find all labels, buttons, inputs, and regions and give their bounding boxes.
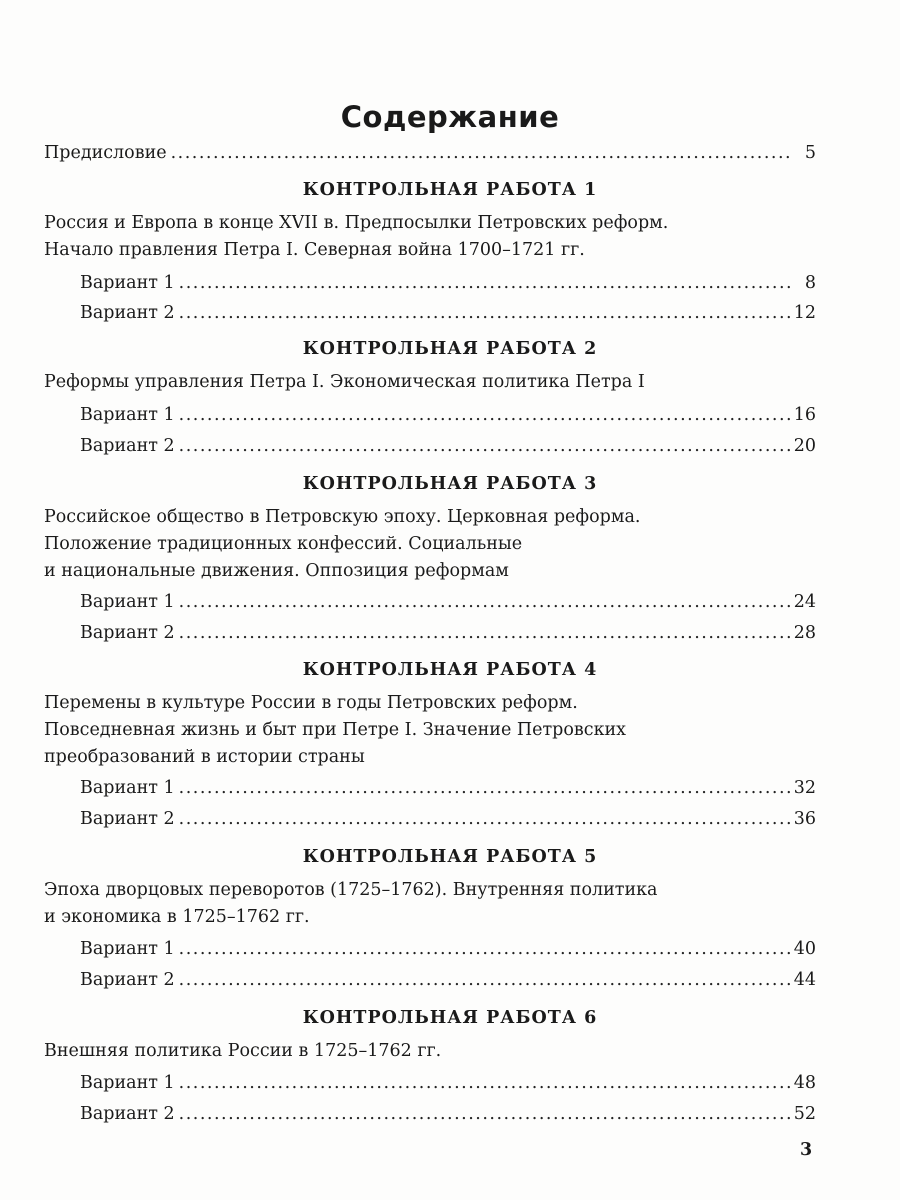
leader-dots [179,592,790,612]
toc-entry-label: Вариант 1 [80,778,175,798]
toc-entry-page: 20 [793,436,816,456]
section-topic-1 [44,210,824,264]
leader-dots [179,970,790,990]
topic-line: Внешняя политика России в 1725–1762 гг. [44,1041,442,1061]
section-heading-1: КОНТРОЛЬНАЯ РАБОТА 1 [302,180,598,200]
toc-entry-variant [80,1104,816,1124]
toc-entry-label: Вариант 2 [80,970,175,990]
toc-entry-variant [80,273,816,293]
section-heading-3: КОНТРОЛЬНАЯ РАБОТА 3 [302,474,598,494]
toc-entry-page: 5 [804,143,816,163]
toc-entry-label: Предисловие [44,143,167,163]
leader-dots [179,405,790,425]
section-topic-5 [44,877,824,931]
section-topic-4 [44,690,824,771]
toc-entry-preface [44,143,816,163]
toc-entry-variant [80,1073,816,1093]
leader-dots [171,143,790,163]
toc-entry-label: Вариант 1 [80,939,175,959]
toc-entry-page: 12 [793,303,816,323]
leader-dots [179,778,790,798]
toc-entry-variant [80,809,816,829]
toc-entry-label: Вариант 2 [80,303,175,323]
leader-dots [179,436,790,456]
toc-entry-variant [80,939,816,959]
section-topic-6 [44,1038,824,1065]
leader-dots [179,273,790,293]
toc-entry-page: 40 [793,939,816,959]
section-heading-6: КОНТРОЛЬНАЯ РАБОТА 6 [302,1008,598,1028]
topic-line: Реформы управления Петра I. Экономическая политика Петра I [44,372,645,392]
topic-line: Российское общество в Петровскую эпоху. Церковная реформа. [44,507,641,527]
toc-entry-variant [80,623,816,643]
section-heading-5: КОНТРОЛЬНАЯ РАБОТА 5 [302,847,598,867]
toc-entry-variant [80,405,816,425]
toc-entry-label: Вариант 1 [80,592,175,612]
toc-entry-variant [80,303,816,323]
topic-line: Повседневная жизнь и быт при Петре I. Значение Петровских [44,720,627,740]
leader-dots [179,1104,790,1124]
leader-dots [179,939,790,959]
topic-line: Начало правления Петра I. Северная война 1700–1721 гг. [44,240,585,260]
topic-line: Положение традиционных конфессий. Социальные [44,534,523,554]
leader-dots [179,303,790,323]
section-topic-2 [44,369,824,396]
toc-entry-variant [80,970,816,990]
toc-entry-label: Вариант 2 [80,809,175,829]
topic-line: Россия и Европа в конце XVII в. Предпосылки Петровских реформ. [44,213,669,233]
toc-entry-label: Вариант 2 [80,623,175,643]
topic-line: и национальные движения. Оппозиция реформам [44,561,509,581]
toc-entry-label: Вариант 1 [80,405,175,425]
leader-dots [179,623,790,643]
toc-entry-label: Вариант 2 [80,1104,175,1124]
toc-entry-variant [80,592,816,612]
leader-dots [179,1073,790,1093]
toc-entry-label: Вариант 1 [80,273,175,293]
section-heading-4: КОНТРОЛЬНАЯ РАБОТА 4 [302,660,598,680]
topic-line: Перемены в культуре России в годы Петровских реформ. [44,693,578,713]
toc-entry-page: 24 [793,592,816,612]
topic-line: преобразований в истории страны [44,747,365,767]
toc-entry-page: 36 [793,809,816,829]
toc-entry-label: Вариант 1 [80,1073,175,1093]
topic-line: Эпоха дворцовых переворотов (1725–1762). Внутренняя политика [44,880,658,900]
toc-entry-variant [80,436,816,456]
toc-entry-variant [80,778,816,798]
toc-entry-page: 48 [793,1073,816,1093]
toc-entry-page: 32 [793,778,816,798]
toc-entry-page: 44 [793,970,816,990]
toc-entry-page: 52 [793,1104,816,1124]
page-title: Содержание [340,100,560,134]
leader-dots [179,809,790,829]
section-heading-2: КОНТРОЛЬНАЯ РАБОТА 2 [302,339,598,359]
page-number: 3 [800,1140,813,1160]
topic-line: и экономика в 1725–1762 гг. [44,907,310,927]
toc-entry-label: Вариант 2 [80,436,175,456]
toc-entry-page: 16 [793,405,816,425]
toc-entry-page: 28 [793,623,816,643]
section-topic-3 [44,504,824,585]
toc-entry-page: 8 [804,273,816,293]
